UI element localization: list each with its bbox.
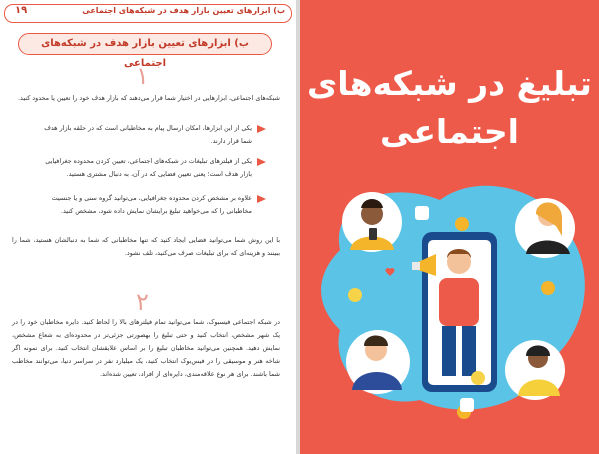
page-header (4, 4, 292, 23)
bullet-arrow-icon (257, 158, 266, 166)
smiley-icon (348, 288, 362, 302)
section2-text: در شبکه اجتماعی فیسبوک، شما می‌توانید تمام فیلترهای بالا را لحاظ کنید. دایره مخاطبان خود را در یک شهر مشخص، انتخاب کنید و حتی تبلیغ را بهصورتی جزئی‌تر در محدوده‌ای به شعاع مشخص، نمایش دهید. همچنین می‌توانید مخاطبان تبلیغ را بر اساس علایقشان انتخاب کنید. برای نمونه اگر شاخه هنر و موسیقی را در فیس‌بوک انتخاب کنید، یک میلیارد نفر در سراسر دنیا، می‌توانند مخاطب شما باشند. برای هر نوع علاقه‌مندی، دایره‌ای از افراد، تعیین شده‌اند. (12, 318, 280, 378)
dollar-coin-icon (455, 217, 469, 231)
section-title: ب) ابزارهای تعیین بازار هدف در شبکه‌های اجتماعی (18, 33, 272, 55)
section-number-2: ۲ (136, 288, 149, 316)
like-icon (415, 206, 429, 220)
bullet-item-2 (32, 155, 266, 180)
social-media-illustration (300, 0, 599, 454)
section1-intro: شبکه‌های اجتماعی، ابزارهایی در اختیار شما قرار می‌دهند که بازار هدف خود را تعیین یا محدود کنید. (17, 94, 280, 102)
left-page (0, 0, 296, 454)
section-number-1: ۱ (136, 62, 149, 90)
cover-title-line-2: اجتماعی (379, 112, 519, 151)
cover-title-line-1: تبلیغ در شبکه‌های (307, 64, 592, 103)
bullet-item-3 (32, 192, 266, 217)
bullet-arrow-icon (257, 195, 266, 203)
phone-in-hand-icon (369, 228, 377, 240)
bullet-text: یکی از این ابزارها، امکان ارسال پیام به مخاطبانی است که در حلقه بازار هدف شما قرار دارند. (44, 124, 252, 145)
page-number: ۱۹ (15, 5, 28, 16)
right-page-cover (300, 0, 599, 454)
bullet-arrow-icon (257, 125, 266, 133)
section1-outro: با این روش شما می‌توانید فضایی ایجاد کنید که تنها مخاطبانی که شما به دنبالشان هستید، شما را ببینند و هزینه‌ای که برای تبلیغات صرف می‌کنید، تلف نشود. (12, 236, 280, 257)
smiley-icon (471, 371, 485, 385)
dollar-coin-icon (541, 281, 555, 295)
bullet-item-1 (32, 122, 266, 147)
header-title: ب) ابزارهای تعیین بازار هدف در شبکه‌های اجتماعی (82, 6, 285, 15)
bullet-text: یکی از فیلترهای تبلیغات در شبکه‌های اجتماعی، تعیین کردن محدوده جغرافیایی بازار هدف است؛ یعنی تعیین فضایی که در آن، به دنبال مشتری هستید. (45, 157, 252, 178)
like-icon (460, 398, 474, 412)
bullet-text: علاوه بر مشخص کردن محدوده جغرافیایی، می‌توانید گروه سنی و یا جنسیت مخاطبانی را که می‌خواهید تبلیغ برایشان نمایش داده شود، مشخص کنید. (51, 194, 252, 215)
man-shirt (439, 278, 479, 326)
